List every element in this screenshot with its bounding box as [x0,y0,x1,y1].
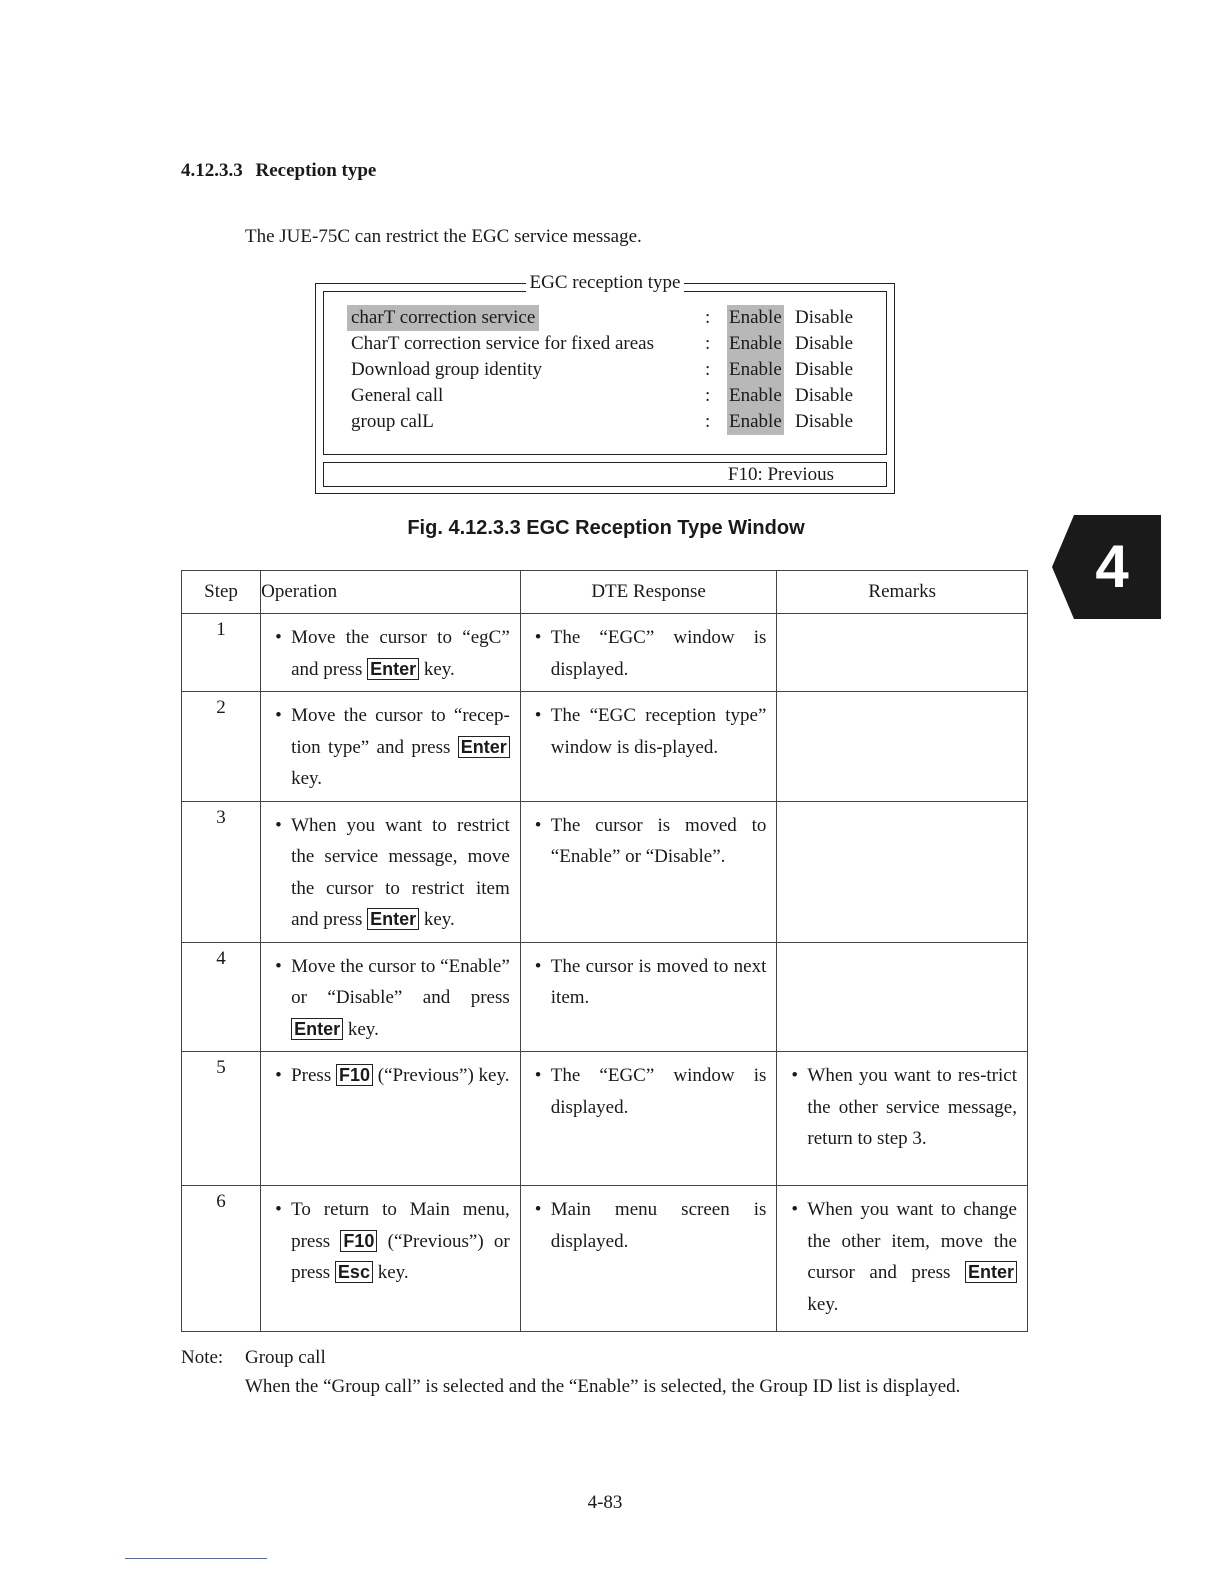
enable-option[interactable]: Enable [727,409,784,435]
dte-response-cell: • The cursor is moved to next item. [520,942,777,1052]
window-row-label: CharT correction service for fixed areas [351,333,654,354]
note-body: When the “Group call” is selected and the “Enable” is selected, the Group ID list is displayed. [245,1376,961,1397]
remarks-cell: • When you want to res-trict the other service message, return to step 3. [777,1052,1028,1186]
window-row[interactable] [351,383,861,409]
section-heading [181,160,376,182]
header-operation: Operation [261,571,521,614]
dte-response-cell: • The “EGC” window is displayed. [520,1052,777,1186]
window-row[interactable] [351,357,861,383]
chapter-tab [1052,515,1161,619]
step-number: 1 [182,614,261,692]
remarks-cell: • When you want to change the other item, move the cursor and press Enter key. [777,1186,1028,1332]
f10-key: F10 [340,1230,377,1252]
note-label: Note: [181,1347,224,1368]
enter-key: Enter [367,658,419,680]
dte-response-cell: • Main menu screen is displayed. [520,1186,777,1332]
remarks-cell [777,801,1028,942]
enter-key: Enter [458,736,510,758]
section-number: 4.12.3.3 [181,160,243,181]
table-row [182,801,1028,942]
window-row-colon: : [705,385,711,406]
enter-key: Enter [367,908,419,930]
header-dte-response: DTE Response [520,571,777,614]
operation-cell: • Move the cursor to “Enable” or “Disable” and press Enter key. [261,942,521,1052]
table-row [182,614,1028,692]
remarks-cell [777,692,1028,802]
window-row-colon: : [705,411,711,432]
section-title: Reception type [255,160,377,181]
disable-option[interactable]: Disable [795,333,854,354]
table-row [182,1186,1028,1332]
table-row [182,942,1028,1052]
operation-cell: • Move the cursor to “egC” and press Enter key. [261,614,521,692]
dte-response-cell: • The “EGC” window is displayed. [520,614,777,692]
disable-option[interactable]: Disable [795,359,854,380]
enter-key: Enter [291,1018,343,1040]
enter-key: Enter [965,1261,1017,1283]
table-row [182,692,1028,802]
window-row-colon: : [705,359,711,380]
enable-option[interactable]: Enable [727,305,784,331]
f10-previous-hint: F10: Previous [727,464,834,485]
f10-key: F10 [336,1064,373,1086]
window-row[interactable] [351,331,861,357]
step-number: 4 [182,942,261,1052]
window-footer [323,462,887,487]
enable-option[interactable]: Enable [727,383,784,409]
table-header-row [182,571,1028,614]
esc-key: Esc [335,1261,373,1283]
note-title: Group call [245,1347,326,1368]
window-row-colon: : [705,333,711,354]
step-number: 5 [182,1052,261,1186]
remarks-cell [777,614,1028,692]
dte-response-cell: • The “EGC reception type” window is dis-played. [520,692,777,802]
footer-rule [125,1558,267,1559]
enable-option[interactable]: Enable [727,357,784,383]
disable-option[interactable]: Disable [795,385,854,406]
window-row-label: charT correction service [347,305,539,331]
window-row-label: Download group identity [351,359,543,380]
disable-option[interactable]: Disable [795,411,854,432]
window-row-colon: : [705,307,711,328]
step-number: 6 [182,1186,261,1332]
operation-cell: • When you want to restrict the service message, move the cursor to restrict item and press Enter key. [261,801,521,942]
window-row[interactable] [351,305,861,331]
disable-option[interactable]: Disable [795,307,854,328]
step-number: 2 [182,692,261,802]
enable-option[interactable]: Enable [727,331,784,357]
dte-response-cell: • The cursor is moved to “Enable” or “Disable”. [520,801,777,942]
operation-cell: • Move the cursor to “recep-tion type” and press Enter key. [261,692,521,802]
figure-caption: Fig. 4.12.3.3 EGC Reception Type Window [407,517,805,539]
window-row-label: group calL [351,411,434,432]
intro-text: The JUE-75C can restrict the EGC service message. [245,226,642,247]
window-row-label: General call [351,385,444,406]
steps-table [181,570,1028,1332]
operation-cell: • Press F10 (“Previous”) key. [261,1052,521,1186]
header-remarks: Remarks [777,571,1028,614]
chapter-number: 4 [1095,533,1129,600]
remarks-cell [777,942,1028,1052]
operation-cell: • To return to Main menu, press F10 (“Previous”) or press Esc key. [261,1186,521,1332]
egc-window-title: EGC reception type [315,272,895,294]
window-row[interactable] [351,409,861,435]
header-step: Step [182,571,261,614]
step-number: 3 [182,801,261,942]
table-row [182,1052,1028,1186]
page-number: 4-83 [587,1492,623,1513]
